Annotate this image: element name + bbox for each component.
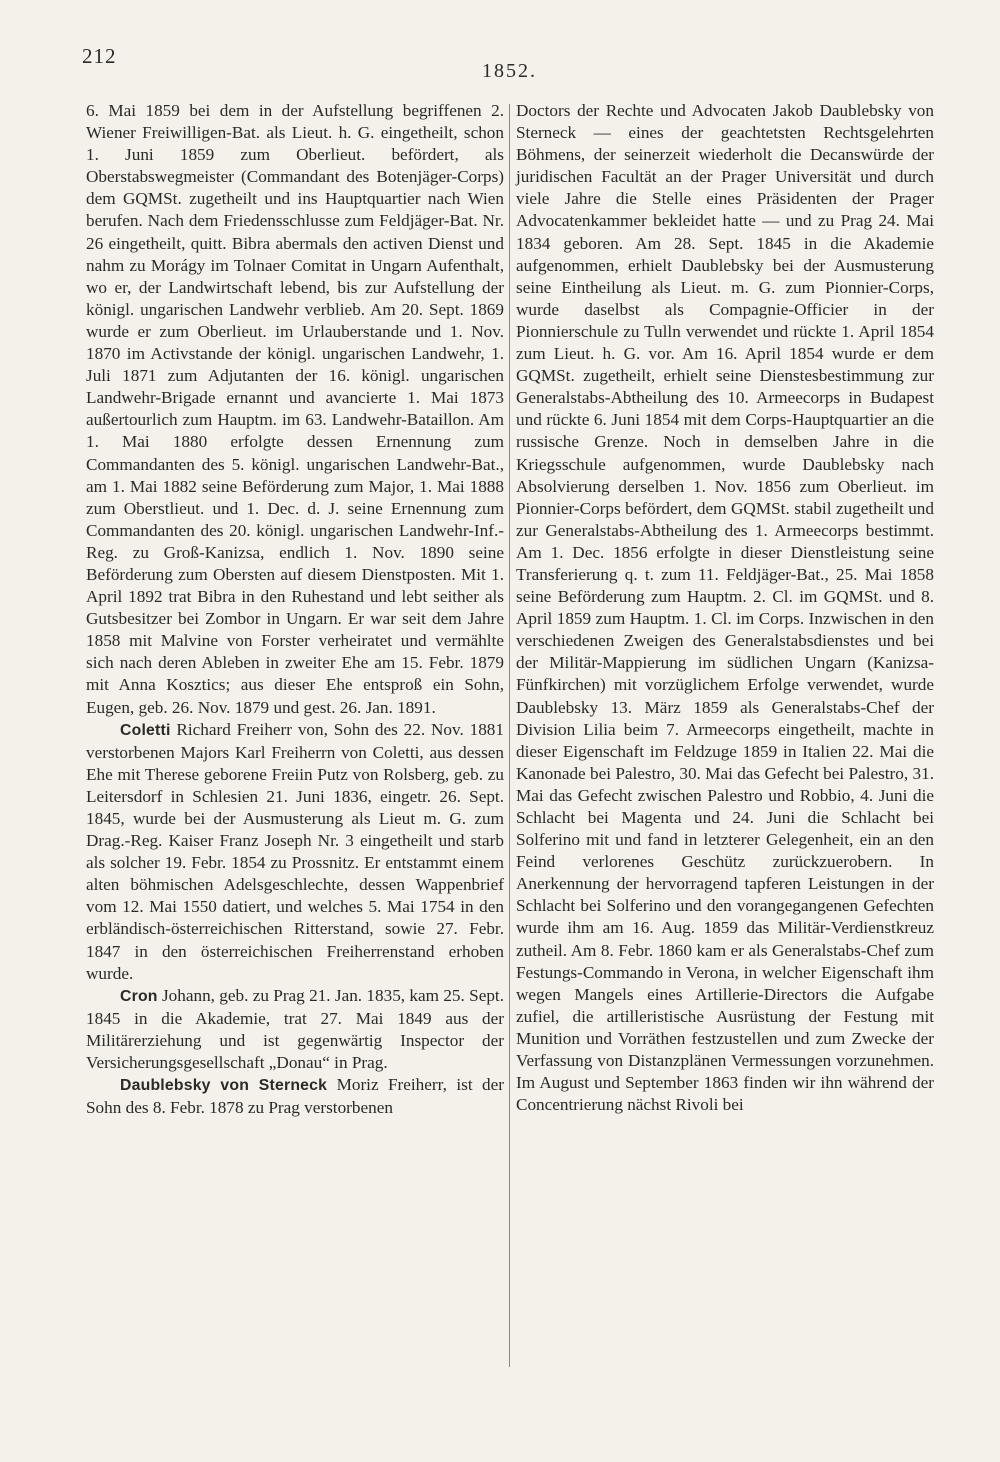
page-number: 212 [82,44,117,68]
cron-text: Johann, geb. zu Prag 21. Jan. 1835, kam 25. Sept. 1845 in die Akademie, trat 27. Mai 1849 aus der Militärerziehung und ist gegenwärtig Inspector der Versicherungsgesellschaft „Donau“ in Prag. [86,985,504,1073]
daublebsky-entry [86,1074,504,1119]
column-divider [509,104,510,1367]
running-head-year: 1852. [482,60,537,82]
coletti-entry [86,719,504,985]
daublebsky-entry-continued: Doctors der Rechte und Advocaten Jakob Daublebsky von Sterneck — eines der geachtetsten Rechtsgelehrten Böhmens, der seinerzeit wiederholt die Decanswürde der juridischen Facultät an der Prager Universität und durch viele Jahre die Stelle eines Präsidenten der Prager Advocatenkammer bekleidet hatte — und zu Prag 24. Mai 1834 geboren. Am 28. Sept. 1845 in die Akademie aufgenommen, erhielt Daublebsky bei der Ausmusterung seine Eintheilung als Lieut. m. G. zum Pionnier-Corps, wurde daselbst als Compagnie-Officier in der Pionnierschule zu Tulln verwendet und rückte 1. April 1854 zum Lieut. h. G. vor. Am 16. April 1854 wurde er dem GQMSt. zugetheilt, erhielt seine Dienstesbestimmung zur Generalstabs-Abtheilung des 10. Armeecorps in Budapest und rückte 6. Juni 1854 mit dem Corps-Hauptquartier an die russische Grenze. Noch in demselben Jahre in die Kriegsschule aufgenommen, wurde Daublebsky nach Absolvierung derselben 1. Nov. 1856 zum Oberlieut. im Pionnier-Corps befördert, dem GQMSt. stabil zugetheilt und zur Generalstabs-Abtheilung des 1. Armeecorps bestimmt. Am 1. Dec. 1856 erfolgte in dieser Dienstleistung seine Transferierung q. t. zum 11. Feldjäger-Bat., 25. Mai 1858 seine Beförderung zum Hauptm. 2. Cl. im GQMSt. und 8. April 1859 zum Hauptm. 1. Cl. im Corps. Inzwischen in den verschiedenen Zweigen des Generalstabsdienstes und bei der Militär-Mappierung im südlichen Ungarn (Kanizsa-Fünfkirchen) mit vorzüglichem Erfolge verwendet, wurde Daublebsky 13. März 1859 als Generalstabs-Chef der Division Lilia beim 7. Armeecorps eingetheilt, machte in dieser Eigenschaft im Feldzuge 1859 in Italien 22. Mai die Kanonade bei Palestro, 30. Mai das Gefecht bei Palestro, 31. Mai das Gefecht zwischen Palestro und Robbio, 4. Juni die Schlacht bei Magenta und 24. Juni die Schlacht bei Solferino mit und fand in letzterer Gelegenheit, ein an den Feind verlorenes Geschütz zurückzuerobern. In Anerkennung der hervorragend tapferen Leistungen in der Schlacht bei Solferino und den vorangegangenen Gefechten wurde ihm am 16. Aug. 1859 das Militär-Verdienstkreuz zutheil. Am 8. Febr. 1860 kam er als Generalstabs-Chef zum Festungs-Commando in Verona, in welcher Eigenschaft ihm wegen Mangels eines Artillerie-Directors die Aufgabe zufiel, die artilleristische Ausrüstung der Festung mit Munition und Vorräthen festzustellen und zum Zwecke der Verfassung von Distanzplänen Vermessungen vorzunehmen. Im August und September 1863 finden wir ihn während der Concentrierung nächst Rivoli bei [516,101,934,1115]
coletti-text: Richard Freiherr von, Sohn des 22. Nov. 1881 verstorbenen Majors Karl Freiherrn von Coletti, aus dessen Ehe mit Therese geborene Freiin Putz von Rolsberg, geb. zu Leitersdorf in Schlesien 21. Juni 1836, eingetr. 26. Sept. 1845, wurde bei der Ausmusterung als Lieut m. G. zum Drag.-Reg. Kaiser Franz Joseph Nr. 3 eingetheilt und starb als solcher 19. Febr. 1854 zu Prossnitz. Er entstammt einem alten böhmischen Adelsgeschlechte, dessen Wappenbrief vom 12. Mai 1550 datiert, und welches 5. Mai 1754 in den erbländisch-österreichischen Ritterstand, sowie 27. Febr. 1847 in den österreichischen Freiherrenstand erhoben wurde. [86,719,504,983]
bibra-entry-continued: 6. Mai 1859 bei dem in der Aufstellung begriffenen 2. Wiener Freiwilligen-Bat. als Lieut. h. G. eingetheilt, schon 1. Juni 1859 zum Oberlieut. befördert, als Oberstabswegmeister (Commandant des Botenjäger-Corps) dem GQMSt. zugetheilt und ins Hauptquartier nach Wien berufen. Nach dem Friedensschlusse zum Feldjäger-Bat. Nr. 26 eingetheilt, quitt. Bibra abermals den activen Dienst und nahm zu Morágy im Tolnaer Comitat in Ungarn Aufenthalt, wo er, der Landwirtschaft lebend, bis zur Aufstellung der königl. ungarischen Landwehr verblieb. Am 20. Sept. 1869 wurde er zum Oberlieut. im Urlauberstande und 1. Nov. 1870 im Activstande der königl. ungarischen Landwehr, 1. Juli 1871 zum Adjutanten der 16. königl. ungarischen Landwehr-Brigade ernannt und avancierte 1. Mai 1873 außertourlich zum Hauptm. im 63. Landwehr-Bataillon. Am 1. Mai 1880 erfolgte dessen Ernennung zum Commandanten des 5. königl. ungarischen Landwehr-Bat., am 1. Mai 1882 seine Beförderung zum Major, 1. Mai 1888 zum Oberstlieut. und 1. Dec. d. J. seine Ernennung zum Commandanten des 20. königl. ungarischen Landwehr-Inf.-Reg. zu Groß-Kanizsa, endlich 1. Nov. 1890 seine Beförderung zum Obersten auf diesem Dienstposten. Mit 1. April 1892 trat Bibra in den Ruhestand und lebt seither als Gutsbesitzer bei Zombor in Ungarn. Er war seit dem Jahre 1858 mit Malvine von Forster verheiratet und vermählte sich nach deren Ableben in zweiter Ehe am 15. Febr. 1879 mit Anna Kosztics; aus dieser Ehe entsproß ein Sohn, Eugen, geb. 26. Nov. 1879 und gest. 26. Jan. 1891. [86,101,504,717]
daublebsky-text: Moriz Freiherr, ist der Sohn des 8. Febr. 1878 zu Prag verstorbenen [86,1075,505,1118]
right-column [516,100,934,1116]
coletti-name: Coletti [120,721,171,739]
cron-name: Cron [120,987,158,1005]
daublebsky-name: Daublebsky von Sterneck [120,1077,328,1095]
cron-entry [86,985,504,1074]
left-column [86,100,504,1119]
